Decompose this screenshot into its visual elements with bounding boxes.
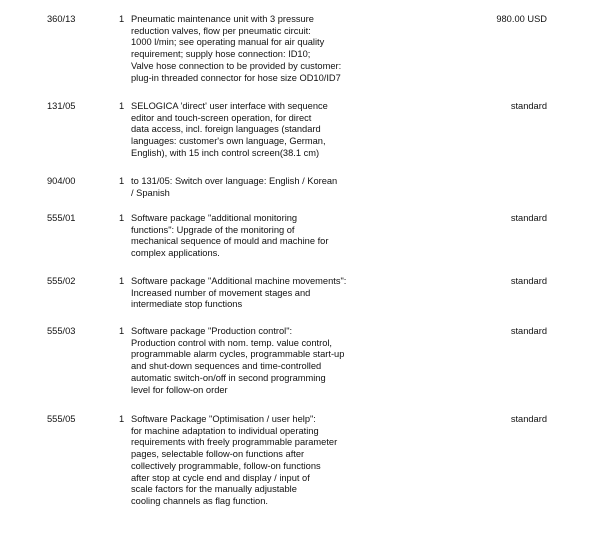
description-line: English), with 15 inch control screen(38.1 cm) xyxy=(131,147,320,158)
description-line: scale factors for the manually adjustable xyxy=(131,484,297,495)
description-line: Production control with nom. temp. value control, xyxy=(131,337,333,348)
description-line: complex applications. xyxy=(131,248,220,259)
description-line: and shut-down sequences and time-controlled xyxy=(131,361,322,372)
description-line: Software package "Production control": xyxy=(131,326,293,336)
description-line: 1000 l/min; see operating manual for air quality xyxy=(131,37,325,48)
item-price: standard xyxy=(510,414,547,424)
description-line: cooling channels as flag function. xyxy=(131,495,268,506)
description-line: reduction valves, flow per pneumatic circuit: xyxy=(131,25,311,36)
description-line: SELOGICA 'direct' user interface with sequence xyxy=(131,101,328,111)
description-line: mechanical sequence of mould and machine for xyxy=(131,236,329,247)
item-description xyxy=(131,326,391,396)
item-description xyxy=(131,213,391,260)
item-quantity: 1 xyxy=(119,213,125,223)
description-line: for machine adaptation to individual operating xyxy=(131,425,319,436)
item-description xyxy=(131,101,391,160)
item-code: 131/05 xyxy=(47,101,76,111)
item-quantity: 1 xyxy=(119,176,125,186)
item-quantity: 1 xyxy=(119,14,125,24)
item-price: standard xyxy=(510,326,547,336)
description-line: editor and touch-screen operation, for direct xyxy=(131,112,312,123)
description-line: requirement; supply hose connection: ID10; xyxy=(131,49,311,60)
item-description xyxy=(131,14,391,84)
description-line: / Spanish xyxy=(131,187,170,198)
item-description xyxy=(131,414,391,508)
description-line: Software Package "Optimisation / user help": xyxy=(131,414,316,424)
item-price: standard xyxy=(510,276,547,286)
description-line: level for follow-on order xyxy=(131,384,228,395)
item-price: 980.00 USD xyxy=(496,14,547,24)
item-price: standard xyxy=(510,101,547,111)
description-line: Software package "Additional machine movements": xyxy=(131,276,347,286)
description-line: automatic switch-on/off in second programming xyxy=(131,372,326,383)
item-code: 555/01 xyxy=(47,213,76,223)
description-line: plug-in threaded connector for hose size OD10/ID7 xyxy=(131,72,341,83)
description-line: pages, selectable follow-on functions after xyxy=(131,449,305,460)
description-line: Increased number of movement stages and xyxy=(131,287,311,298)
item-description xyxy=(131,176,391,199)
item-quantity: 1 xyxy=(119,101,125,111)
item-price: standard xyxy=(510,213,547,223)
item-code: 904/00 xyxy=(47,176,76,186)
description-line: programmable alarm cycles, programmable start-up xyxy=(131,349,345,360)
item-code: 555/03 xyxy=(47,326,76,336)
description-line: functions": Upgrade of the monitoring of xyxy=(131,224,295,235)
description-line: after stop at cycle end and display / input of xyxy=(131,472,310,483)
item-code: 555/02 xyxy=(47,276,76,286)
description-line: intermediate stop functions xyxy=(131,299,243,310)
description-line: data access, incl. foreign languages (standard xyxy=(131,124,321,135)
item-code: 555/05 xyxy=(47,414,76,424)
description-line: Pneumatic maintenance unit with 3 pressure xyxy=(131,14,314,24)
description-line: languages: customer's own language, German, xyxy=(131,136,326,147)
item-quantity: 1 xyxy=(119,276,125,286)
item-code: 360/13 xyxy=(47,14,76,24)
description-line: to 131/05: Switch over language: English / Korean xyxy=(131,176,338,186)
item-quantity: 1 xyxy=(119,326,125,336)
description-line: Valve hose connection to be provided by customer: xyxy=(131,60,342,71)
description-line: requirements with freely programmable parameter xyxy=(131,437,338,448)
item-description xyxy=(131,276,391,311)
description-line: collectively programmable, follow-on functions xyxy=(131,460,321,471)
description-line: Software package "additional monitoring xyxy=(131,213,298,223)
item-quantity: 1 xyxy=(119,414,125,424)
